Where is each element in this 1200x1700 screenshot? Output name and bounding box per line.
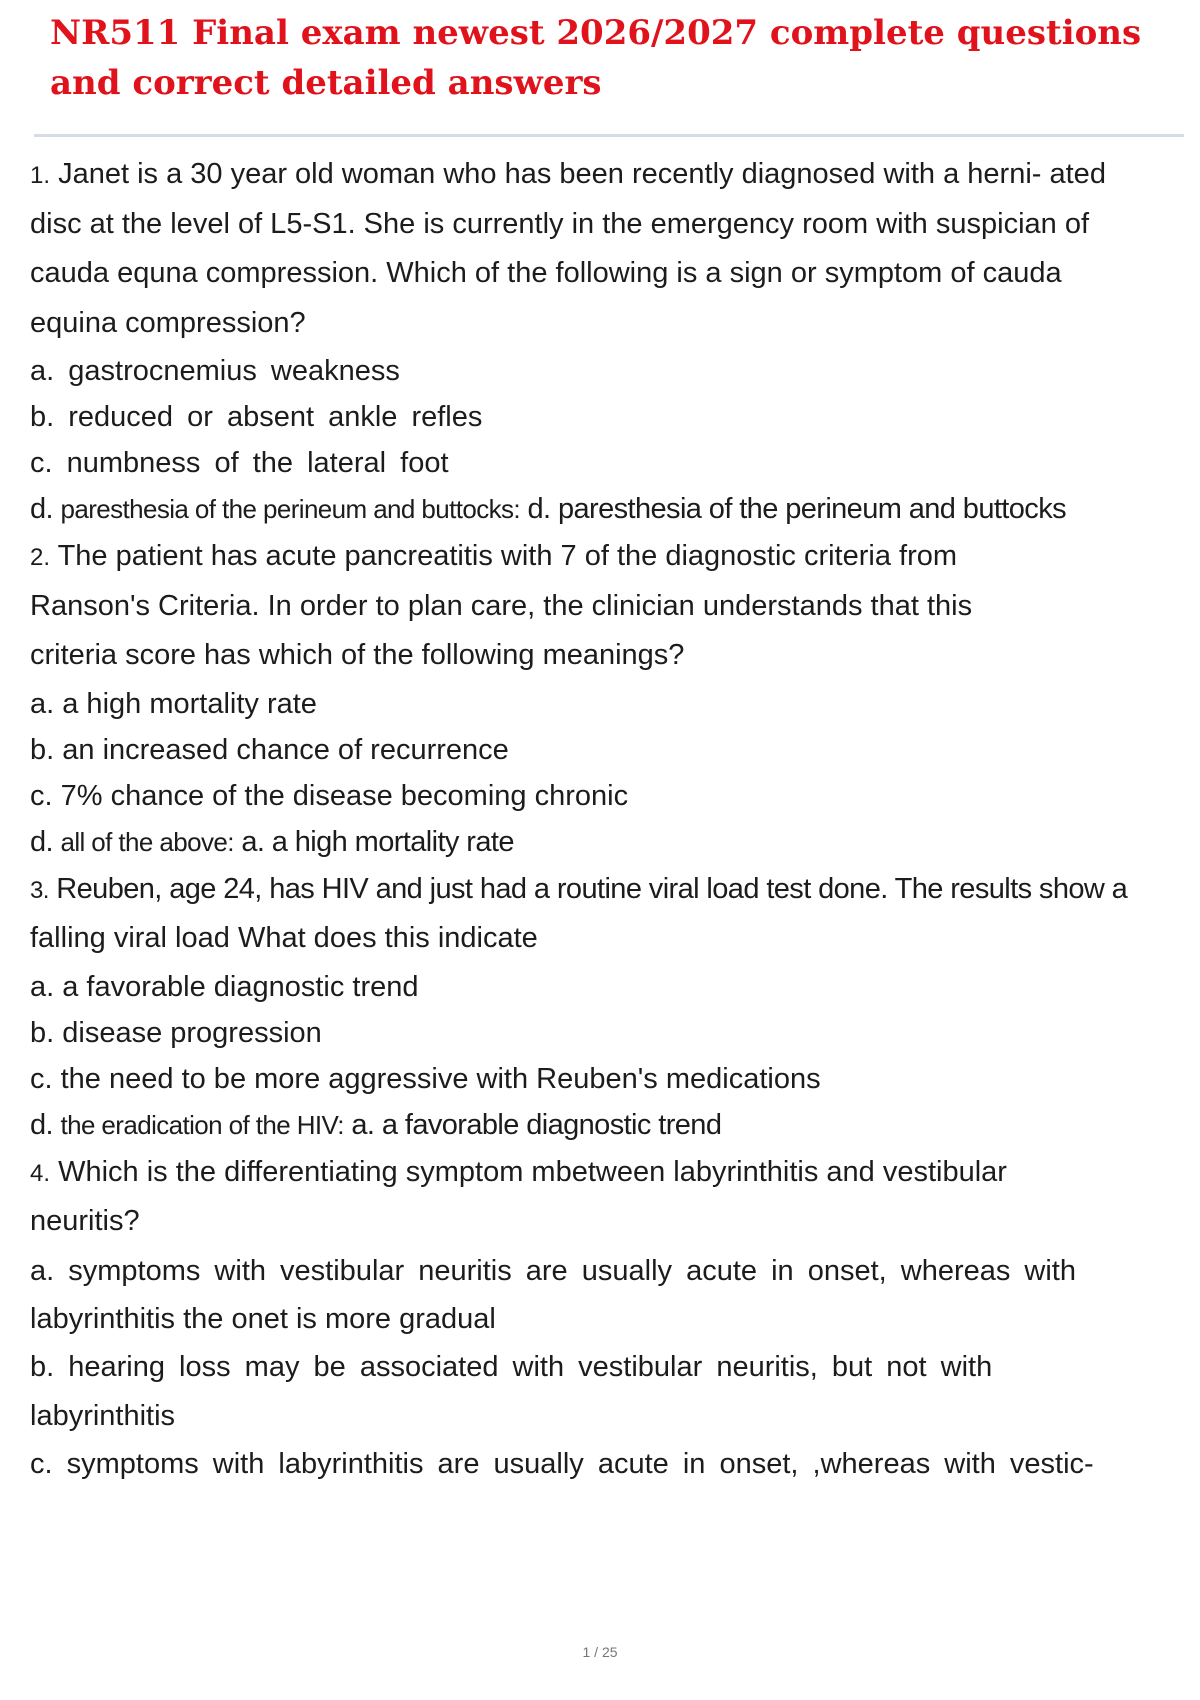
correct-answer: a. [351, 1108, 375, 1141]
question-stem-line: Ranson's Criteria. In order to plan care, the clinician understands that this [30, 589, 973, 622]
question-stem-line: equina compression? [30, 306, 306, 339]
answer-option-b: b. reduced or absent ankle refles [30, 401, 483, 433]
question-stem-line: 2. The patient has acute pancreatitis with 7 of the diagnostic criteria from [30, 540, 958, 572]
page-indicator: 1 / 25 [582, 1644, 618, 1660]
answer-option-c: c. symptoms with labyrinthitis are usually acute in onset, ,whereas with vestic- [30, 1447, 1094, 1480]
title-divider [34, 134, 1184, 137]
answer-option-b: b. an increased chance of recurrence [30, 733, 509, 766]
answer-option-d-with-answer: d. the eradication of the HIV: a. a favorable diagnostic trend [30, 1108, 722, 1141]
answer-option-a: a. gastrocnemius weakness [30, 355, 400, 387]
question-number: 4. [30, 1159, 51, 1187]
answer-option-c: c. numbness of the lateral foot [30, 447, 449, 479]
question-stem-line: disc at the level of L5-S1. She is currently in the emergency room with suspician of [30, 207, 1090, 240]
question-list [30, 150, 1190, 1489]
question-4 [30, 1148, 1190, 1490]
answer-option-c: c. the need to be more aggressive with Reuben's medications [30, 1062, 821, 1095]
question-stem-line: cauda equna compression. Which of the following is a sign or symptom of cauda [30, 257, 1062, 289]
question-stem-line: neuritis? [30, 1205, 140, 1237]
question-1 [30, 150, 1190, 532]
answer-option-c: c. 7% chance of the disease becoming chronic [30, 779, 629, 812]
question-number: 2. [30, 544, 51, 571]
answer-option-b: b. disease progression [30, 1016, 322, 1049]
answer-option-d-with-answer: d. paresthesia of the perineum and buttocks: d. paresthesia of the perineum and buttocks [30, 493, 1066, 525]
answer-option-a: a. symptoms with vestibular neuritis are usually acute in onset, whereas with [30, 1254, 1076, 1287]
question-3 [30, 865, 1190, 1148]
correct-answer-text: paresthesia of the perineum and buttocks [558, 493, 1066, 525]
question-number: 3. [30, 876, 49, 904]
correct-answer: d. [527, 493, 551, 525]
correct-answer-text: a favorable diagnostic trend [381, 1108, 722, 1141]
document-title: NR511 Final exam newest 2026/2027 complete questions and correct detailed answers [50, 13, 1142, 103]
answer-option-d-with-answer: d. all of the above: a. a high mortality rate [30, 825, 514, 858]
question-number: 1. [30, 162, 51, 189]
question-2 [30, 532, 1190, 865]
answer-option-b: b. hearing loss may be associated with vestibular neuritis, but not with [30, 1351, 993, 1383]
correct-answer: a. [241, 825, 265, 858]
answer-option-b-continued: labyrinthitis [30, 1399, 176, 1432]
question-stem-line: criteria score has which of the following meanings? [30, 639, 685, 671]
question-stem-line: 3. Reuben, age 24, has HIV and just had a routine viral load test done. The results show a [30, 872, 1128, 905]
question-stem-line: 1. Janet is a 30 year old woman who has been recently diagnosed with a herni- ated [30, 158, 1106, 190]
answer-option-a-continued: labyrinthitis the onet is more gradual [30, 1303, 496, 1335]
answer-option-a: a. a high mortality rate [30, 687, 317, 720]
answer-option-a: a. a favorable diagnostic trend [30, 970, 419, 1003]
question-stem-line: falling viral load What does this indicate [30, 922, 538, 954]
question-stem-line: 4. Which is the differentiating symptom mbetween labyrinthitis and vestibular [30, 1155, 1007, 1188]
correct-answer-text: a high mortality rate [271, 825, 514, 858]
